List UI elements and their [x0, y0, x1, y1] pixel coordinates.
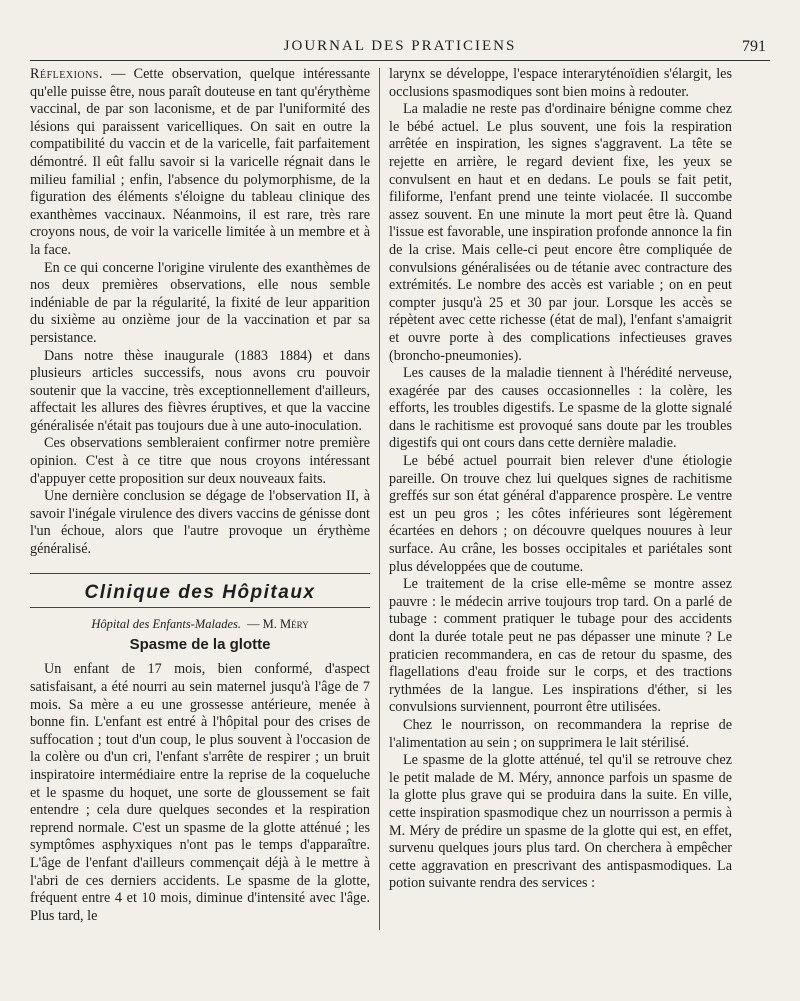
- hospital-name: Hôpital des Enfants-Malades.: [91, 617, 242, 632]
- running-header: [30, 38, 770, 61]
- paragraph: Le bébé actuel pourrait bien relever d'une étiologie pareille. On trouve chez lui quelques signes de rachitisme greffés sur son état général d'apparence prospère. Le ventre est un peu gros ; les côtes inférieures sont légèrement écartées en dehors ; on découvre quelques nouures à leur surface. Au crâne, les bosses occipitales et pariétales sont plus développées que de coutume.: [389, 453, 732, 575]
- reflexions-paragraph: [30, 66, 370, 260]
- article-title: Spasme de la glotte: [129, 635, 271, 653]
- reflexions-text: — Cette observation, quelque intéressante qu'elle puisse être, nous paraît douteuse en tant qu'érythème vaccinal, de par son laconisme, et de par l'uniformité des lésions qui paraissent varicelliques. On sait en outre la compatibilité du vaccin et de la varicelle, fait parfaitement démontré. Il eût fallu savoir si la varicelle régnait dans le milieu familial ; enfin, l'absence du polymorphisme, de la figuration des éléments s'éloigne du tableau clinique des exanthèmes vaccinaux. Néanmoins, il est rare, très rare croyons nous, de voir la varicelle limitée à un membre et à la face.: [30, 66, 370, 258]
- paragraph: Les causes de la maladie tiennent à l'hérédité nerveuse, exagérée par des causes occasionnelles : la colère, les efforts, les troubles digestifs. Le spasme de la glotte signalé dans le rachitisme est provoqué sans doute par les troubles digestifs qui ont cours dans cette dernière maladie.: [389, 365, 732, 452]
- paragraph: Chez le nourrisson, on recommandera la reprise de l'alimentation au sein ; on supprimera le lait stérilisé.: [389, 716, 732, 751]
- paragraph: Une dernière conclusion se dégage de l'observation II, à savoir l'inégale virulence des divers vaccins de génisse dont l'un échoue, alors que l'autre provoque un érythème généralisé.: [30, 488, 370, 558]
- right-column: [389, 66, 732, 893]
- paragraph: Ces observations sembleraient confirmer notre première opinion. C'est à ce titre que nous croyons intéressant d'appuyer cette proposition sur deux nouveaux faits.: [30, 435, 370, 487]
- section-title: Clinique des Hôpitaux: [30, 573, 370, 609]
- paragraph: En ce qui concerne l'origine virulente des exanthèmes de nos deux premières observations, elle nous semble indéniable de par la régularité, la fixité de leur apparition du sixième au onzième jour de la vaccination et par sa persistance.: [30, 259, 370, 346]
- page-number: 791: [742, 38, 766, 55]
- article-subhead: [30, 616, 370, 634]
- paragraph: Un enfant de 17 mois, bien conformé, d'aspect satisfaisant, a été nourri au sein maternel jusqu'à l'âge de 7 mois. Sa mère a eu une grossesse antérieure, menée à bonne fin. L'enfant est entré à l'hôpital pour des crises de suffocation ; tout d'un coup, le plus souvent à l'occasion de la colère ou d'un cri, l'enfant s'arrête de respirer ; un bruit inspiratoire intermédiaire entre la reprise de la coqueluche et le spasme du hoquet, une sorte de gloussement se fait entendre ; cela dure quelques secondes et la respiration reprend normale. C'est un spasme de la glotte atténué ; les symptômes asphyxiques n'ont pas le temps d'apparaître. L'âge de l'enfant d'ailleurs commençait déjà à le mettre à l'abri de ces derniers accidents. Le spasme de la glotte, fréquent entre 4 et 10 mois, diminue d'intensité avec l'âge. Plus tard, le: [30, 661, 370, 924]
- column-divider: [379, 68, 380, 930]
- reflexions-label: Réflexions.: [30, 66, 103, 82]
- left-column: [30, 66, 370, 925]
- paragraph: La maladie ne reste pas d'ordinaire bénigne comme chez le bébé actuel. Le plus souvent, une fois la respiration arrêtée en inspiration, les signes s'aggravent. La tête se rejette en arrière, le regard devient fixe, les yeux se convulsent en haut et en dedans. Le pouls se fait petit, filiforme, l'enfant prend une teinte violacée. Il succombe assez souvent. En une minute la mort peut être là. Quand l'issue est favorable, une inspiration profonde annonce la fin de la crise. Mais celle-ci peut encore être compliquée de convulsions généralisées ou de tétanie avec contracture des extrémités. Le nombre des accès est variable ; on en peut compter jusqu'à 25 et 30 par jour. Lorsque les accès se répètent avec cette richesse (état de mal), l'enfant s'amaigrit et ouvre porte à des complications infectieuses graves (broncho-pneumonies).: [389, 101, 732, 364]
- paragraph: Le traitement de la crise elle-même se montre assez pauvre : le médecin arrive toujours trop tard. On a parlé de tubage : comment pratiquer le tubage pour des accidents dont la durée totale peut ne pas dépasser une minute ? Le praticien recommandera, en cas de retour du spasme, des flagellations d'eau froide sur le corps, et des tractions rythmées de la langue. Les inspirations d'éther, si les convulsions surviennent, pourront être utilisées.: [389, 576, 732, 716]
- paragraph: larynx se développe, l'espace interaryténoïdien s'élargit, les occlusions spasmodiques sont bien moins à redouter.: [389, 66, 732, 100]
- author-name: — M. Méry: [247, 617, 309, 632]
- paragraph: Dans notre thèse inaugurale (1883 1884) et dans plusieurs articles successifs, nous avons cru pouvoir soutenir que la vaccine, très exceptionnellement d'ailleurs, affectait les allures des fièvres éruptives, et que la vaccine généralisée n'était pas toujours due à une auto-inoculation.: [30, 347, 370, 434]
- paragraph: Le spasme de la glotte atténué, tel qu'il se retrouve chez le petit malade de M. Méry, annonce parfois un spasme de la glotte plus grave qui se produira dans la suite. En ville, cette inspiration spasmodique chez un nourrisson a permis à M. Méry de prédire un spasme de la glotte qui est, en effet, survenu quelques jours plus tard. On cherchera à empêcher cette aggravation en prescrivant des antispasmodiques. La potion suivante rendra des services :: [389, 752, 732, 892]
- journal-title: JOURNAL DES PRATICIENS: [283, 38, 517, 54]
